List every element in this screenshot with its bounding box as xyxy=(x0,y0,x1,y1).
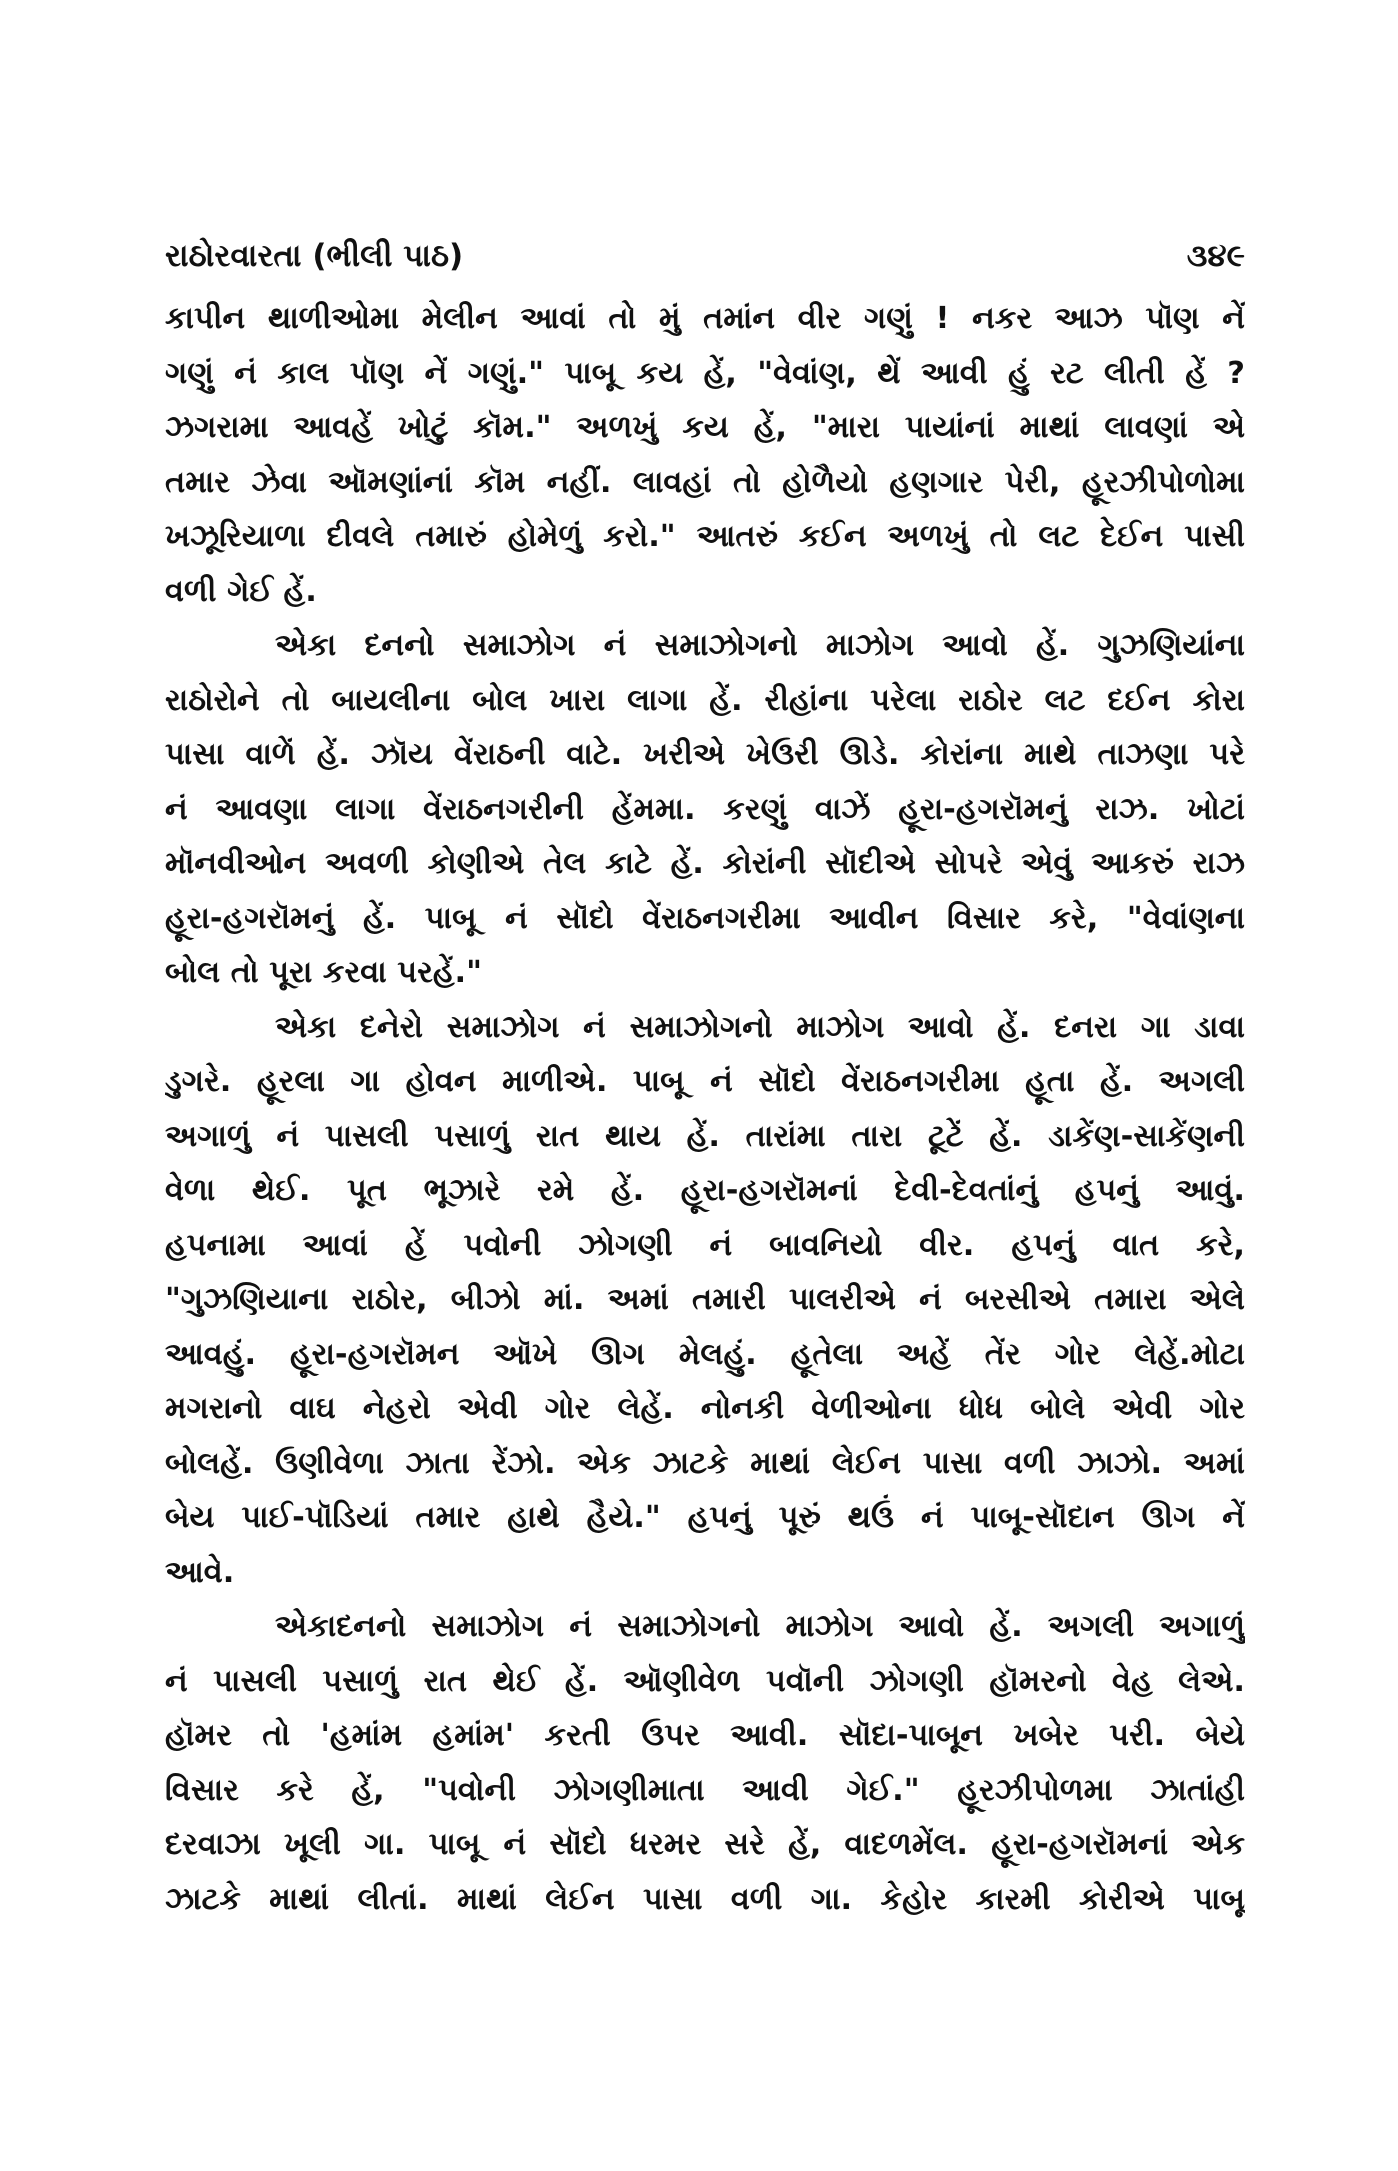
text-line: ખઝૂરિયાળા દીવલે તમારું હોમેળું કરો." આતરું કઈન અળખું તો લટ દેઈન પાસી xyxy=(165,519,1245,554)
paragraph-3 xyxy=(165,1001,1245,1601)
paragraph-4 xyxy=(165,1600,1245,1927)
text-line: કાપીન થાળીઓમા મેલીન આવાં તો મું તમાંન વીર ગણું ! નકર આઝ પૉણ નેં xyxy=(165,301,1245,336)
text-line: વેળા થેઈ. પૂત ભૂઝારે રમે હેં. હૂરા-હગરૉમનાં દેવી-દેવતાંનું હપનું આવું. xyxy=(165,1173,1245,1208)
text-line: રાઠોરોને તો બાયલીના બોલ ખારા લાગા હેં. રીહાંના પરેલા રાઠોર લટ દઈન કોરા xyxy=(165,682,1245,718)
text-line: હૂરા-હગરૉમનું હેં. પાબૂ નં સૉદો વેંરાઠનગરીમા આવીન વિસાર કરે, "વેવાંણના xyxy=(165,900,1245,936)
text-line: મૉનવીઓન અવળી કોણીએ તેલ કાટે હેં. કોરાંની સૉદીએ સોપરે એવું આકરું રાઝ xyxy=(165,846,1245,881)
page-number: ૩૪૯ xyxy=(1186,238,1245,274)
text-line: પાસા વાળેં હેં. ઝૉય વેંરાઠની વાટે. ખરીએ ખેઉરી ઊડે. કોરાંના માથે તાઝણા પરે xyxy=(165,737,1245,772)
text-line: આવે. xyxy=(165,1554,235,1590)
text-line: દરવાઝા ખૂલી ગા. પાબૂ નં સૉદો ધરમર સરે હેં, વાદળમેંલ. હૂરા-હગરૉમનાં એક xyxy=(165,1827,1245,1862)
running-head xyxy=(165,232,1245,280)
text-line: ડુગરે. હૂરલા ગા હોવન માળીએ. પાબૂ નં સૉદો વેંરાઠનગરીમા હૂતા હેં. અગલી xyxy=(165,1064,1245,1099)
text-line: "ગુઝણિયાના રાઠોર, બીઝો માં. અમાં તમારી પાલરીએ નં બરસીએ તમારા એલે xyxy=(165,1282,1245,1317)
body-text xyxy=(165,292,1245,1927)
text-line: વળી ગેઈ હેં. xyxy=(165,573,317,609)
text-line: હૉમર તો 'હમાંમ હમાંમ' કરતી ઉપર આવી. સૉદા-પાબૂન ખબેર પરી. બેયે xyxy=(165,1718,1245,1753)
text-line: તમાર ઝેવા ઑમણાંનાં કૉમ નહીં. લાવહાં તો હોળૈયો હણગાર પેરી, હૂરઝીપોળોમા xyxy=(165,464,1245,500)
text-line: વિસાર કરે હેં, "પવોની ઝોગણીમાતા આવી ગેઈ." હૂરઝીપોળમા ઝાતાંહી xyxy=(165,1772,1245,1808)
text-line: આવહું. હૂરા-હગરૉમન ઑખે ઊગ મેલહું. હૂતેલા અહેં તેંર ગોર લેહેં.મોટા xyxy=(165,1336,1245,1372)
text-line: બેય પાઈ-પૉડિયાં તમાર હાથે હૈયે." હપનું પૂરું થઉં નં પાબૂ-સૉદાન ઊગ નેં xyxy=(165,1500,1245,1535)
text-line: બોલ તો પૂરા કરવા પરહેં." xyxy=(165,955,483,990)
text-line: મગરાનો વાઘ નેહરો એવી ગોર લેહેં. નોનકી વેળીઓના ધોધ બોલે એવી ગોર xyxy=(165,1391,1245,1426)
text-line: બોલહેં. ઉણીવેળા ઝાતા રેંઝો. એક ઝાટકે માથાં લેઈન પાસા વળી ઝાઝો. અમાં xyxy=(165,1445,1245,1481)
text-line: હપનામા આવાં હેં પવોની ઝોગણી નં બાવનિયો વીર. હપનું વાત કરે, xyxy=(165,1227,1245,1263)
text-line: ઝાટકે માથાં લીતાં. માથાં લેઈન પાસા વળી ગા. કેહોર કારમી કોરીએ પાબૂ xyxy=(165,1881,1245,1917)
text-line: નં પાસલી પસાળું રાત થેઈ હેં. ઑણીવેળ પવૉની ઝોગણી હૉમરનો વેહ લેએ. xyxy=(165,1663,1245,1699)
text-line: એકા દનનો સમાઝોગ નં સમાઝોગનો માઝોગ આવો હેં. ગુઝણિયાંના xyxy=(275,628,1245,663)
text-line: એકા દનેરો સમાઝોગ નં સમાઝોગનો માઝોગ આવો હેં. દનરા ગા ડાવા xyxy=(275,1009,1245,1045)
text-line: અગાળું નં પાસલી પસાળું રાત થાય હેં. તારાંમા તારા ટૂટેં હેં. ડાકેંણ-સાકેંણની xyxy=(165,1118,1245,1154)
paragraph-2 xyxy=(165,619,1245,1001)
text-line: એકાદનનો સમાઝોગ નં સમાઝોગનો માઝોગ આવો હેં. અગલી અગાળું xyxy=(275,1609,1245,1644)
running-head-title: રાઠોરવારતા (ભીલી પાઠ) xyxy=(165,238,464,274)
paragraph-1 xyxy=(165,292,1245,619)
text-line: ગણું નં કાલ પૉણ નેં ગણું." પાબૂ કય હેં, "વેવાંણ, થેં આવી હું રટ લીતી હેં ? xyxy=(165,355,1245,391)
text-line: નં આવણા લાગા વેંરાઠનગરીની હેંમમા. કરણું વાઝેં હૂરા-હગરૉમનું રાઝ. ખોટાં xyxy=(165,791,1245,827)
text-line: ઝગરામા આવહેં ખોટું કૉમ." અળખું કય હેં, "મારા પાયાંનાં માથાં લાવણાં એ xyxy=(165,410,1245,445)
